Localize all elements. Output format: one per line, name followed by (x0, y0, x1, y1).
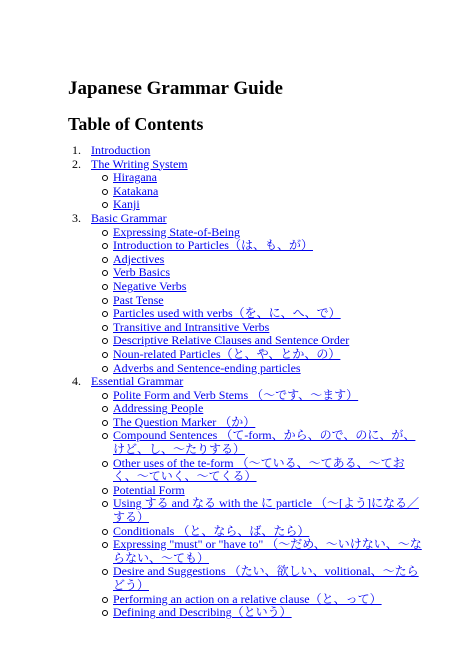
toc-subsection (91, 171, 474, 185)
toc-subsection-link[interactable]: Adverbs and Sentence-ending particles (113, 360, 301, 375)
hollow-circle-bullet-icon (102, 569, 108, 575)
toc-subsection (91, 321, 474, 335)
hollow-circle-bullet-icon (102, 270, 108, 276)
toc-subsection-link[interactable]: Other uses of the te-form （～ている、～てある、～ておく、～ていく、～てくる） (113, 455, 405, 484)
hollow-circle-bullet-icon (102, 610, 108, 616)
toc-subsection (91, 307, 474, 321)
toc-section (0, 144, 474, 158)
hollow-circle-bullet-icon (102, 501, 108, 507)
hollow-circle-bullet-icon (102, 433, 108, 439)
hollow-circle-bullet-icon (102, 352, 108, 358)
toc-subsection (91, 389, 474, 403)
toc-subsection (91, 565, 474, 592)
toc-subsection-link[interactable]: Kanji (113, 197, 140, 212)
toc-subsection-link[interactable]: Defining and Describing（という） (113, 605, 292, 620)
hollow-circle-bullet-icon (102, 230, 108, 236)
hollow-circle-bullet-icon (102, 461, 108, 467)
toc-subsection (91, 525, 474, 539)
toc-subsection (91, 497, 474, 524)
toc-subsection-link[interactable]: Expressing State-of-Being (113, 224, 240, 239)
toc-section-number: 2. (72, 156, 81, 171)
hollow-circle-bullet-icon (102, 366, 108, 372)
toc-subsection-link[interactable]: The Question Marker （か） (113, 414, 256, 429)
hollow-circle-bullet-icon (102, 189, 108, 195)
toc-subsection-link[interactable]: Verb Basics (113, 265, 170, 280)
toc-subsection-link[interactable]: Transitive and Intransitive Verbs (113, 319, 270, 334)
toc-subsection (91, 266, 474, 280)
hollow-circle-bullet-icon (102, 338, 108, 344)
hollow-circle-bullet-icon (102, 257, 108, 263)
toc-subsection-link[interactable]: Noun-related Particles（と、や、とか、の） (113, 346, 341, 361)
toc-subsection (91, 402, 474, 416)
hollow-circle-bullet-icon (102, 311, 108, 317)
toc-subsection-link[interactable]: Particles used with verbs（を、に、へ、で） (113, 306, 341, 321)
toc-section-link[interactable]: Essential Grammar (91, 374, 184, 389)
toc-subsection (91, 606, 474, 620)
toc-subsection (91, 253, 474, 267)
toc-section-link[interactable]: The Writing System (91, 156, 188, 171)
hollow-circle-bullet-icon (102, 284, 108, 290)
toc-section (0, 375, 474, 620)
hollow-circle-bullet-icon (102, 243, 108, 249)
hollow-circle-bullet-icon (102, 202, 108, 208)
toc-section-number: 1. (72, 143, 81, 157)
document-title: Japanese Grammar Guide (68, 78, 283, 99)
toc-subsection-link[interactable]: Conditionals （と、なら、ば、たら） (113, 523, 310, 538)
table-of-contents (0, 144, 474, 620)
toc-subsection-list (91, 389, 474, 620)
hollow-circle-bullet-icon (102, 542, 108, 548)
toc-subsection-link[interactable]: Polite Form and Verb Stems （～です、～ます） (113, 387, 359, 402)
toc-subsection-link[interactable]: Introduction to Particles（は、も、が） (113, 238, 313, 253)
toc-section-link[interactable]: Introduction (91, 143, 151, 157)
toc-subsection-link[interactable]: Descriptive Relative Clauses and Sentence Order (113, 333, 350, 348)
toc-subsection (91, 294, 474, 308)
toc-section-number: 3. (72, 210, 81, 225)
hollow-circle-bullet-icon (102, 298, 108, 304)
toc-subsection-link[interactable]: Katakana (113, 183, 159, 198)
toc-subsection (91, 429, 474, 456)
hollow-circle-bullet-icon (102, 529, 108, 535)
toc-subsection (91, 348, 474, 362)
toc-subsection (91, 198, 474, 212)
toc-section (0, 212, 474, 375)
toc-subsection (91, 362, 474, 376)
hollow-circle-bullet-icon (102, 325, 108, 331)
hollow-circle-bullet-icon (102, 406, 108, 412)
toc-section-number: 4. (72, 374, 81, 389)
hollow-circle-bullet-icon (102, 175, 108, 181)
toc-subsection-link[interactable]: Past Tense (113, 292, 164, 307)
toc-subsection-link[interactable]: Using する and なる with the に particle （～[よう]になる／する） (113, 496, 419, 525)
toc-subsection (91, 484, 474, 498)
toc-subsection-link[interactable]: Desire and Suggestions （たい、欲しい、volitional、～たらどう） (113, 564, 419, 592)
toc-subsection (91, 457, 474, 484)
toc-subsection (91, 280, 474, 294)
hollow-circle-bullet-icon (102, 420, 108, 426)
toc-subsection-link[interactable]: Compound Sentences （て-form、から、ので、のに、が、けど、し、～たりする） (113, 428, 416, 457)
toc-section (0, 158, 474, 212)
toc-subsection-link[interactable]: Negative Verbs (113, 278, 187, 293)
toc-subsection (91, 593, 474, 607)
toc-subsection (91, 334, 474, 348)
toc-subsection-link[interactable]: Adjectives (113, 251, 165, 266)
toc-subsection (91, 185, 474, 199)
toc-subsection-list (91, 226, 474, 376)
toc-subsection-link[interactable]: Potential Form (113, 482, 185, 497)
toc-subsection-link[interactable]: Hiragana (113, 170, 157, 185)
toc-subsection (91, 416, 474, 430)
toc-subsection (91, 226, 474, 240)
toc-subsection-link[interactable]: Performing an action on a relative clause（と、って） (113, 591, 382, 606)
toc-section-link[interactable]: Basic Grammar (91, 210, 167, 225)
hollow-circle-bullet-icon (102, 488, 108, 494)
toc-subsection (91, 538, 474, 565)
toc-subsection (91, 239, 474, 253)
toc-subsection-link[interactable]: Expressing "must" or "have to" （～だめ、～いけない、～ならない、～ても） (113, 537, 422, 565)
toc-subsection-list (91, 171, 474, 212)
hollow-circle-bullet-icon (102, 597, 108, 603)
toc-heading: Table of Contents (68, 114, 204, 134)
hollow-circle-bullet-icon (102, 393, 108, 399)
toc-subsection-link[interactable]: Addressing People (113, 401, 204, 416)
